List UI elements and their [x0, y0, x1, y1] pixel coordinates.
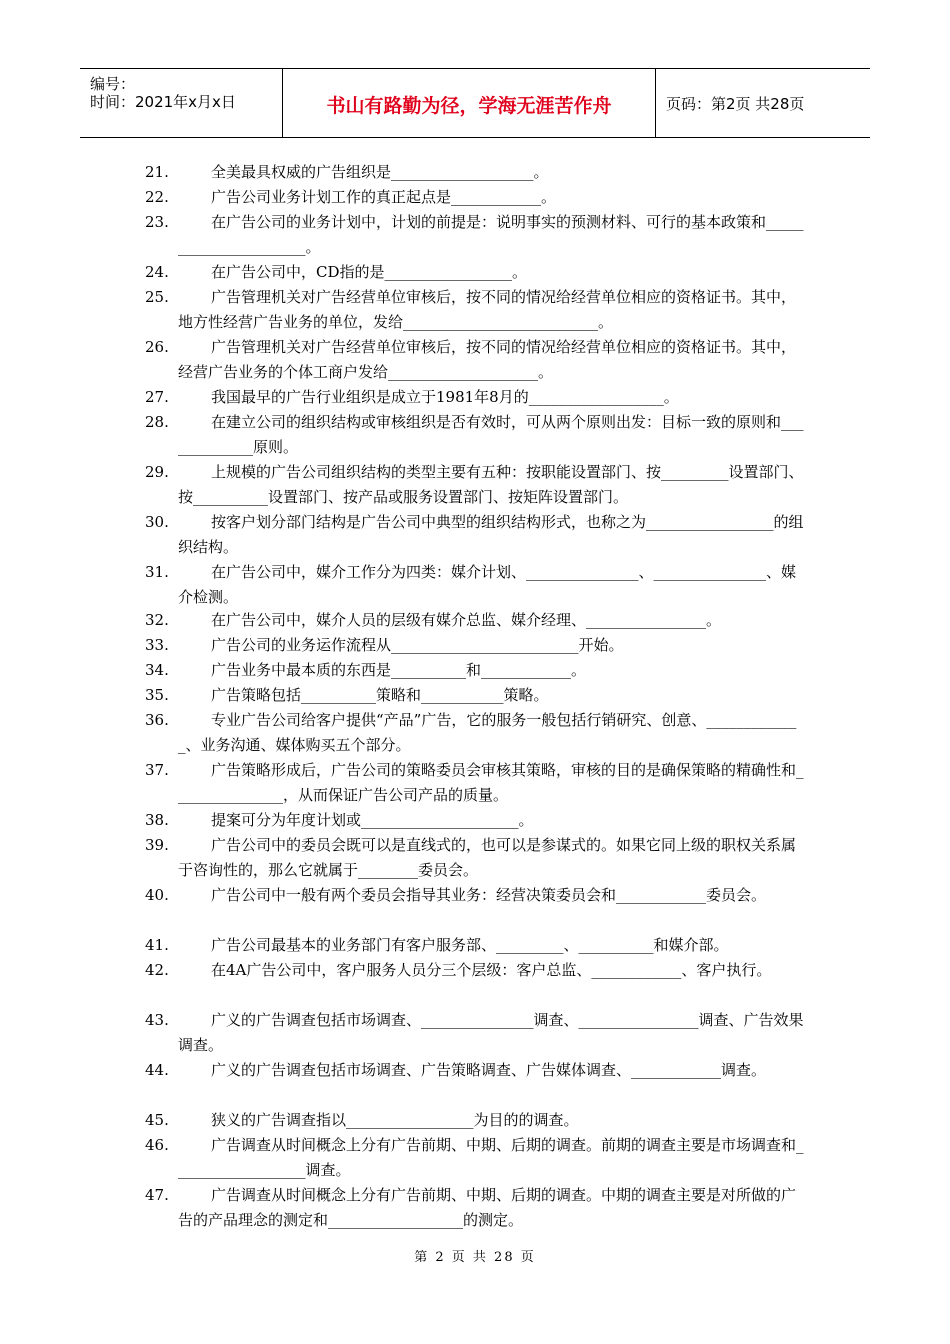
time-label: 时间：2021年x月x日 [90, 93, 236, 111]
question-text: 广义的广告调查包括市场调查、_______________调查、________________调查、广告效果调查。 [178, 1011, 804, 1054]
question-number: 46. [145, 1136, 169, 1154]
header-left-cell [80, 69, 283, 137]
question-text: 广告调查从时间概念上分有广告前期、中期、后期的调查。前期的调查主要是市场调查和__________________调查。 [178, 1136, 804, 1179]
question-number: 34. [145, 661, 169, 679]
question-number: 23. [145, 213, 169, 231]
question-text: 在广告公司中，CD指的是_________________。 [211, 263, 528, 281]
question-number: 32. [145, 611, 169, 629]
question-number: 35. [145, 686, 169, 704]
question-text: 在广告公司中，媒介工作分为四类：媒介计划、_______________、_______________、媒介检测。 [178, 563, 797, 606]
question-number: 36. [145, 711, 169, 729]
question-number: 37. [145, 761, 169, 779]
question-number: 41. [145, 936, 169, 954]
question-number: 24. [145, 263, 169, 281]
question-number: 22. [145, 188, 169, 206]
question-text: 广告策略包括__________策略和___________策略。 [211, 686, 549, 704]
question-text: 广告调查从时间概念上分有广告前期、中期、后期的调查。中期的调查主要是对所做的广告的产品理念的测定和__________________的测定。 [178, 1186, 797, 1229]
question-text: 在4A广告公司中，客户服务人员分三个层级：客户总监、____________、客户执行。 [211, 961, 772, 979]
code-label: 编号： [90, 75, 136, 93]
question-text: 我国最早的广告行业组织是成立于1981年8月的__________________。 [211, 388, 679, 406]
question-number: 40. [145, 886, 169, 904]
question-text: 广告管理机关对广告经营单位审核后，按不同的情况给经营单位相应的资格证书。其中，经营广告业务的个体工商户发给____________________。 [178, 338, 797, 381]
question-text: 广告公司最基本的业务部门有客户服务部、_________、__________和媒介部。 [211, 936, 729, 954]
question-number: 45. [145, 1111, 169, 1129]
header-motto-cell [283, 69, 656, 137]
question-text: 广告业务中最本质的东西是__________和____________。 [211, 661, 587, 679]
question-number: 29. [145, 463, 169, 481]
question-text: 提案可分为年度计划或_____________________。 [211, 811, 534, 829]
question-number: 47. [145, 1186, 169, 1204]
question-number: 44. [145, 1061, 169, 1079]
question-number: 26. [145, 338, 169, 356]
question-number: 39. [145, 836, 169, 854]
question-text: 广告公司业务计划工作的真正起点是____________。 [211, 188, 557, 206]
question-number: 28. [145, 413, 169, 431]
question-number: 38. [145, 811, 169, 829]
question-text: 全美最具权威的广告组织是___________________。 [211, 163, 549, 181]
question-number: 33. [145, 636, 169, 654]
question-number: 21. [145, 163, 169, 181]
question-text: 狭义的广告调查指以_________________为目的的调查。 [211, 1111, 579, 1129]
question-number: 25. [145, 288, 169, 306]
question-number: 42. [145, 961, 169, 979]
question-text: 广义的广告调查包括市场调查、广告策略调查、广告媒体调查、____________调查。 [211, 1061, 767, 1079]
question-number: 31. [145, 563, 169, 581]
motto-text: 书山有路勤为径，学海无涯苦作舟 [326, 95, 612, 117]
question-text: 专业广告公司给客户提供“产品”广告，它的服务一般包括行销研究、创意、_____________、业务沟通、媒体购买五个部分。 [178, 711, 797, 754]
question-text: 广告管理机关对广告经营单位审核后，按不同的情况给经营单位相应的资格证书。其中，地方性经营广告业务的单位，发给__________________________。 [178, 288, 797, 331]
question-number: 30. [145, 513, 169, 531]
question-text: 在广告公司中，媒介人员的层级有媒介总监、媒介经理、________________。 [211, 611, 722, 629]
page-number-label: 页码：第2页 共28页 [666, 95, 805, 113]
question-text: 广告公司中的委员会既可以是直线式的，也可以是参谋式的。如果它同上级的职权关系属于咨询性的，那么它就属于________委员会。 [178, 836, 797, 879]
header-page-cell [656, 69, 870, 137]
question-number: 43. [145, 1011, 169, 1029]
page-footer: 第 2 页 共 28 页 [414, 1250, 536, 1265]
page-header [80, 68, 870, 138]
question-text: 按客户划分部门结构是广告公司中典型的组织结构形式，也称之为_________________的组织结构。 [178, 513, 804, 556]
question-text: 广告策略形成后，广告公司的策略委员会审核其策略，审核的目的是确保策略的精确性和_______________，从而保证广告公司产品的质量。 [178, 761, 804, 804]
question-text: 上规模的广告公司组织结构的类型主要有五种：按职能设置部门、按_________设置部门、按__________设置部门、按产品或服务设置部门、按矩阵设置部门。 [178, 463, 804, 506]
question-number: 27. [145, 388, 169, 406]
question-text: 在建立公司的组织结构或审核组织是否有效时，可从两个原则出发：目标一致的原则和_____________原则。 [178, 413, 804, 456]
question-text: 在广告公司的业务计划中，计划的前提是：说明事实的预测材料、可行的基本政策和______________________。 [178, 213, 804, 256]
question-text: 广告公司的业务运作流程从_________________________开始。 [211, 636, 624, 654]
question-text: 广告公司中一般有两个委员会指导其业务：经营决策委员会和____________委员会。 [211, 886, 767, 904]
